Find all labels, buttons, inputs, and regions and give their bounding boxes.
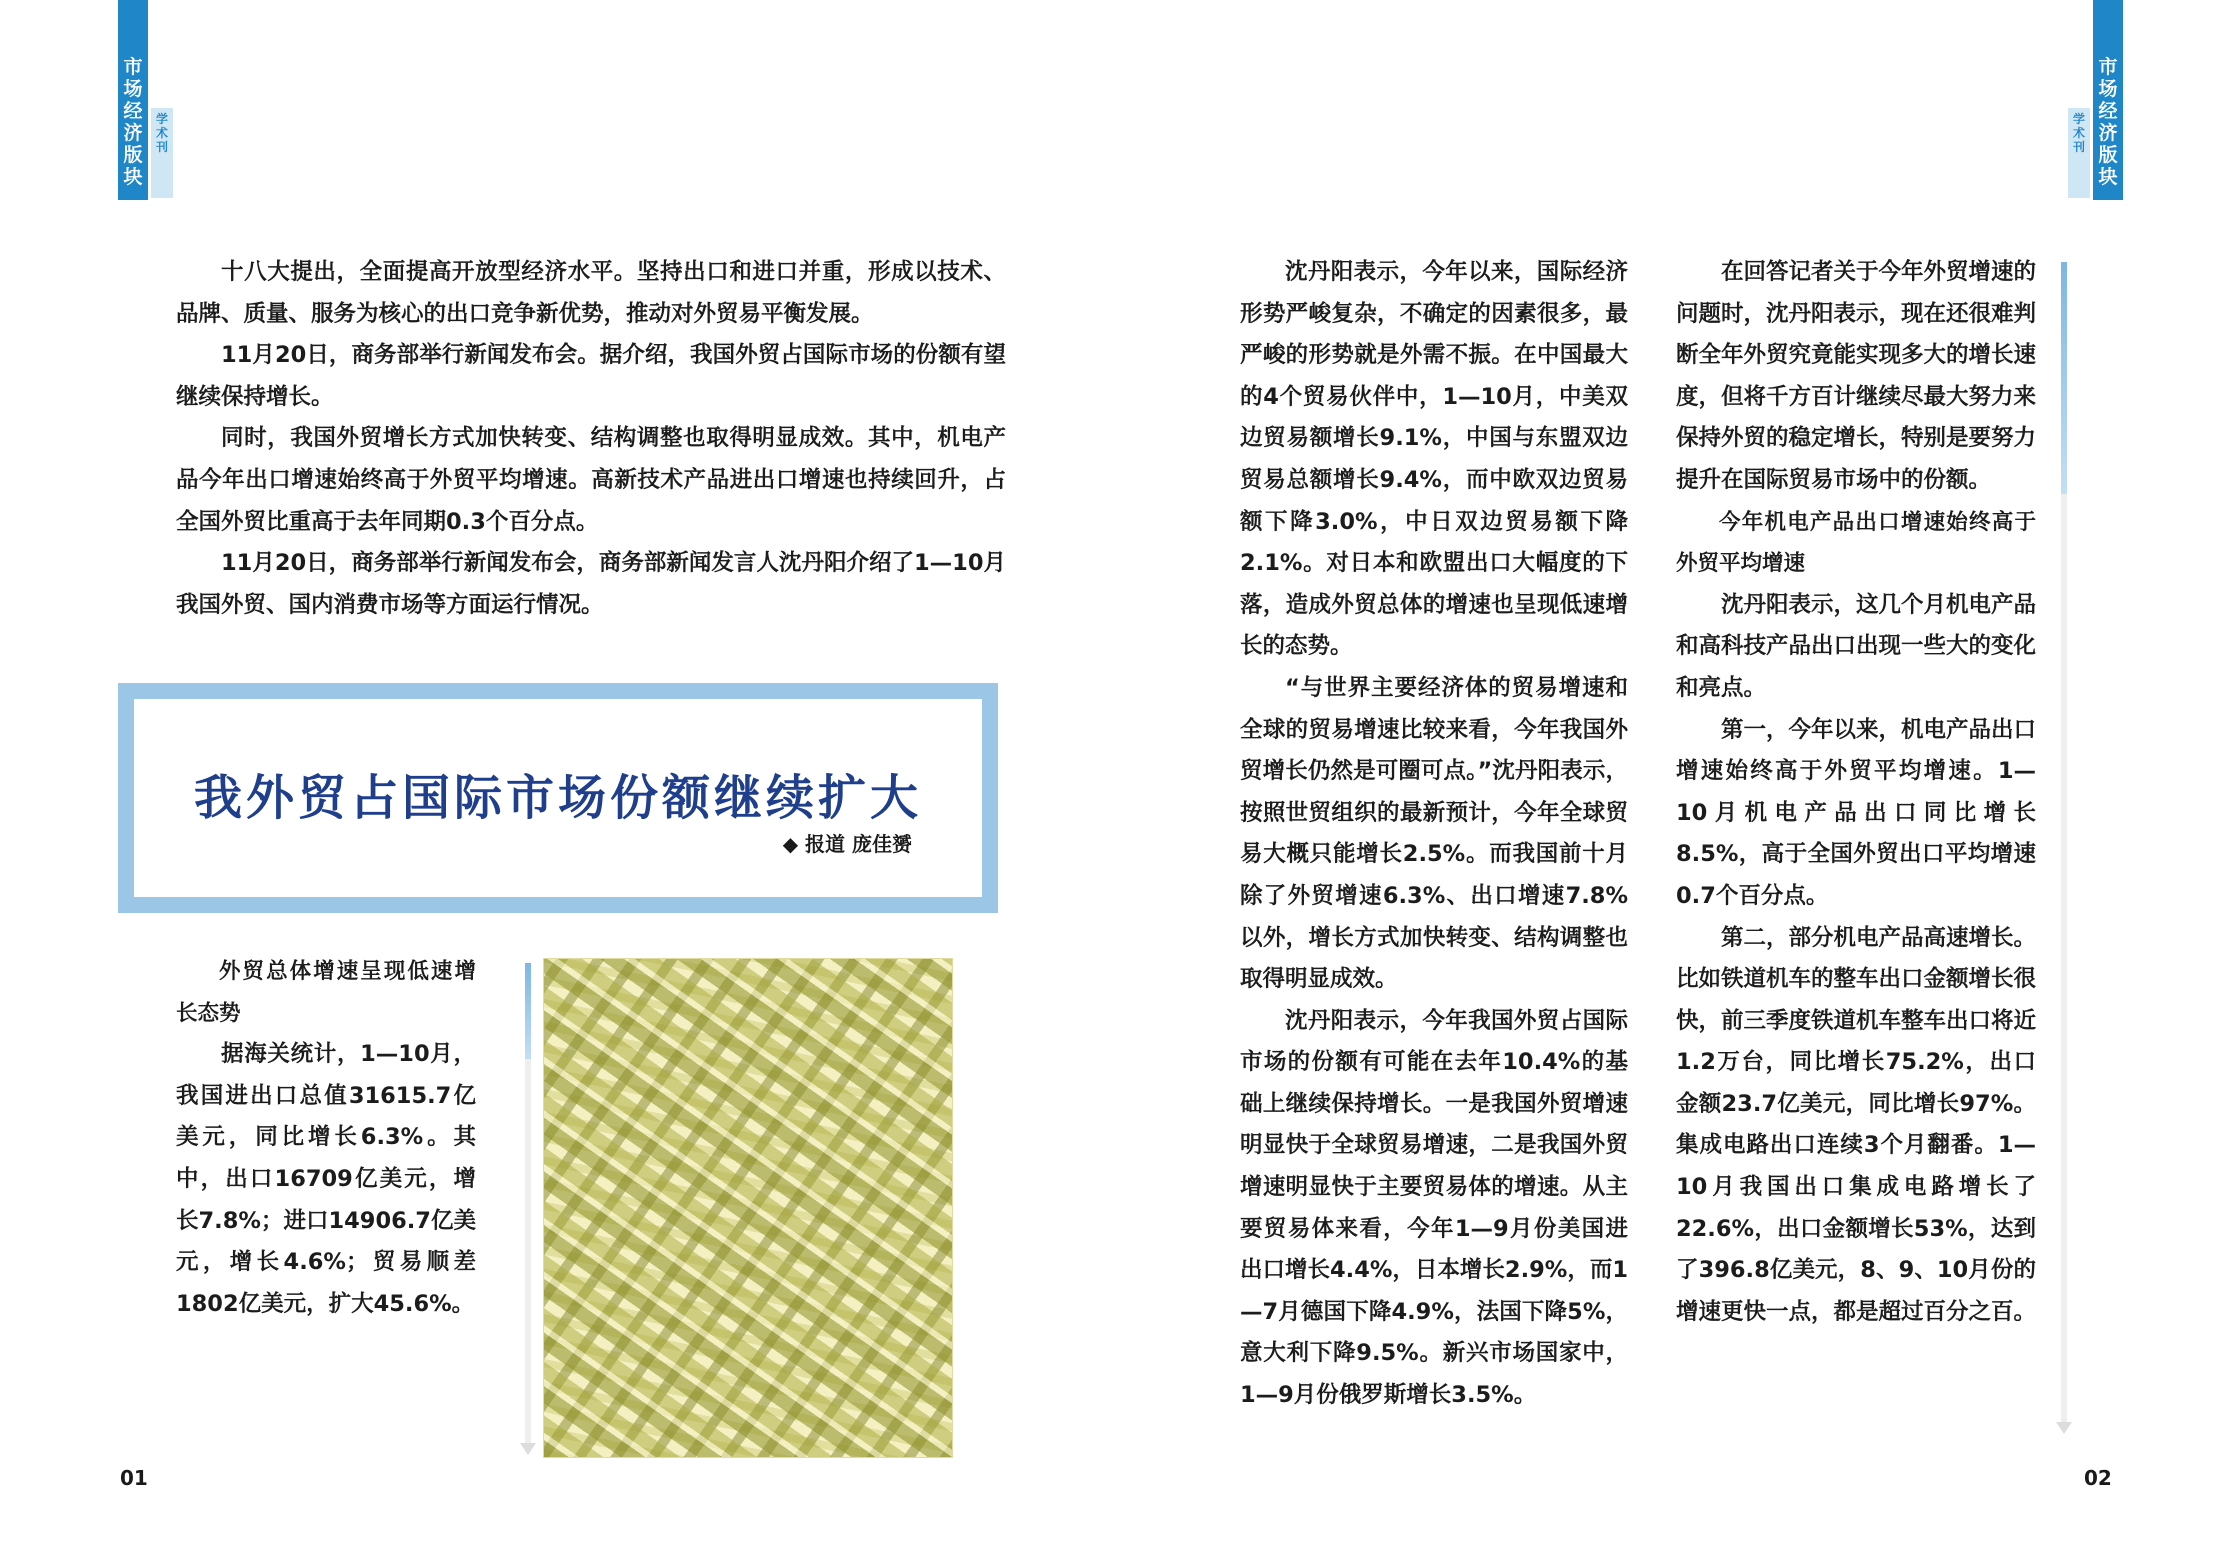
money-illustration bbox=[543, 958, 953, 1458]
section-subtab-label: 学术刊 bbox=[155, 112, 168, 154]
section-subtab-right bbox=[2068, 108, 2090, 198]
intro-paragraph: 十八大提出，全面提高开放型经济水平。坚持出口和进口并重，形成以技术、品牌、质量、服务为核心的出口竞争新优势，推动对外贸易平衡发展。 bbox=[176, 259, 1006, 327]
section-heading: 今年机电产品出口增速始终高于外贸平均增速 bbox=[1676, 509, 2036, 577]
body-paragraph: 第二，部分机电产品高速增长。比如铁道机车的整车出口金额增长很快，前三季度铁道机车整车出口将近1.2万台，同比增长75.2%，出口金额23.7亿美元，同比增长97%。集成电路出口连续3个月翻番。1—10月我国出口集成电路增长了22.6%，出口金额增长53%，达到了396.8亿美元，8、9、10月份的增速更快一点，都是超过百分之百。 bbox=[1676, 924, 2037, 1325]
intro-paragraph: 同时，我国外贸增长方式加快转变、结构调整也取得明显成效。其中，机电产品今年出口增速始终高于外贸平均增速。高新技术产品进出口增速也持续回升，占全国外贸比重高于去年同期0.3个百分点。 bbox=[176, 425, 1006, 535]
body-paragraph: 在回答记者关于今年外贸增速的问题时，沈丹阳表示，现在还很难判断全年外贸究竟能实现多大的增长速度，但将千方百计继续尽最大努力来保持外贸的稳定增长，特别是要努力提升在国际贸易市场中的份额。 bbox=[1676, 259, 2037, 493]
section-subtab-left bbox=[151, 108, 173, 198]
intro-paragraph: 11月20日，商务部举行新闻发布会。据介绍，我国外贸占国际市场的份额有望继续保持增长。 bbox=[176, 342, 1006, 410]
right-column-2 bbox=[1676, 252, 2036, 1333]
left-lower-column bbox=[176, 951, 476, 1325]
body-paragraph: 据海关统计，1—10月，我国进出口总值31615.7亿美元，同比增长6.3%。其中，出口16709亿美元，增长7.8%；进口14906.7亿美元，增长4.6%；贸易顺差1802亿美元，扩大45.6%。 bbox=[176, 1041, 476, 1317]
column-divider bbox=[2061, 262, 2067, 1422]
article-headline: 我外贸占国际市场份额继续扩大 bbox=[193, 770, 922, 826]
body-paragraph: 沈丹阳表示，今年我国外贸占国际市场的份额有可能在去年10.4%的基础上继续保持增长。一是我国外贸增速明显快于全球贸易增速，二是我国外贸增速明显快于主要贸易体的增速。从主要贸易体来看，今年1—9月份美国进出口增长4.4%，日本增长2.9%，而1—7月德国下降4.9%，法国下降5%，意大利下降9.5%。新兴市场国家中，1—9月份俄罗斯增长3.5%。 bbox=[1240, 1007, 1628, 1409]
body-paragraph: 沈丹阳表示，今年以来，国际经济形势严峻复杂，不确定的因素很多，最严峻的形势就是外需不振。在中国最大的4个贸易伙伴中，1—10月，中美双边贸易额增长9.1%，中国与东盟双边贸易总额增长9.4%，而中欧双边贸易额下降3.0%，中日双边贸易额下降2.1%。对日本和欧盟出口大幅度的下落，造成外贸总体的增速也呈现低速增长的态势。 bbox=[1240, 259, 1628, 660]
page-number-right: 02 bbox=[2084, 1466, 2112, 1490]
section-heading: 外贸总体增速呈现低速增长态势 bbox=[176, 959, 476, 1026]
section-tab-label: 市场经济版块 bbox=[123, 56, 143, 188]
body-paragraph: 沈丹阳表示，这几个月机电产品和高科技产品出口出现一些大的变化和亮点。 bbox=[1676, 591, 2037, 701]
article-title-box bbox=[118, 683, 998, 913]
section-subtab-label: 学术刊 bbox=[2072, 112, 2085, 154]
page-number-left: 01 bbox=[120, 1466, 148, 1490]
section-tab-right bbox=[2093, 0, 2123, 200]
article-title-inner bbox=[134, 699, 982, 897]
body-paragraph: “与世界主要经济体的贸易增速和全球的贸易增速比较来看，今年我国外贸增长仍然是可圈可点。”沈丹阳表示，按照世贸组织的最新预计，今年全球贸易大概只能增长2.5%。而我国前十月除了外贸增速6.3%、出口增速7.8%以外，增长方式加快转变、结构调整也取得明显成效。 bbox=[1240, 674, 1628, 993]
column-divider bbox=[525, 963, 531, 1443]
section-tab-label: 市场经济版块 bbox=[2098, 56, 2118, 188]
article-byline: ◆ 报道 庞佳赟 bbox=[782, 832, 912, 856]
intro-text bbox=[176, 252, 1006, 626]
right-column-1 bbox=[1240, 252, 1628, 1417]
body-paragraph: 第一，今年以来，机电产品出口增速始终高于外贸平均增速。1—10月机电产品出口同比增长8.5%，高于全国外贸出口平均增速0.7个百分点。 bbox=[1676, 716, 2037, 909]
intro-paragraph: 11月20日，商务部举行新闻发布会，商务部新闻发言人沈丹阳介绍了1—10月我国外贸、国内消费市场等方面运行情况。 bbox=[176, 550, 1006, 618]
section-tab-left bbox=[118, 0, 148, 200]
